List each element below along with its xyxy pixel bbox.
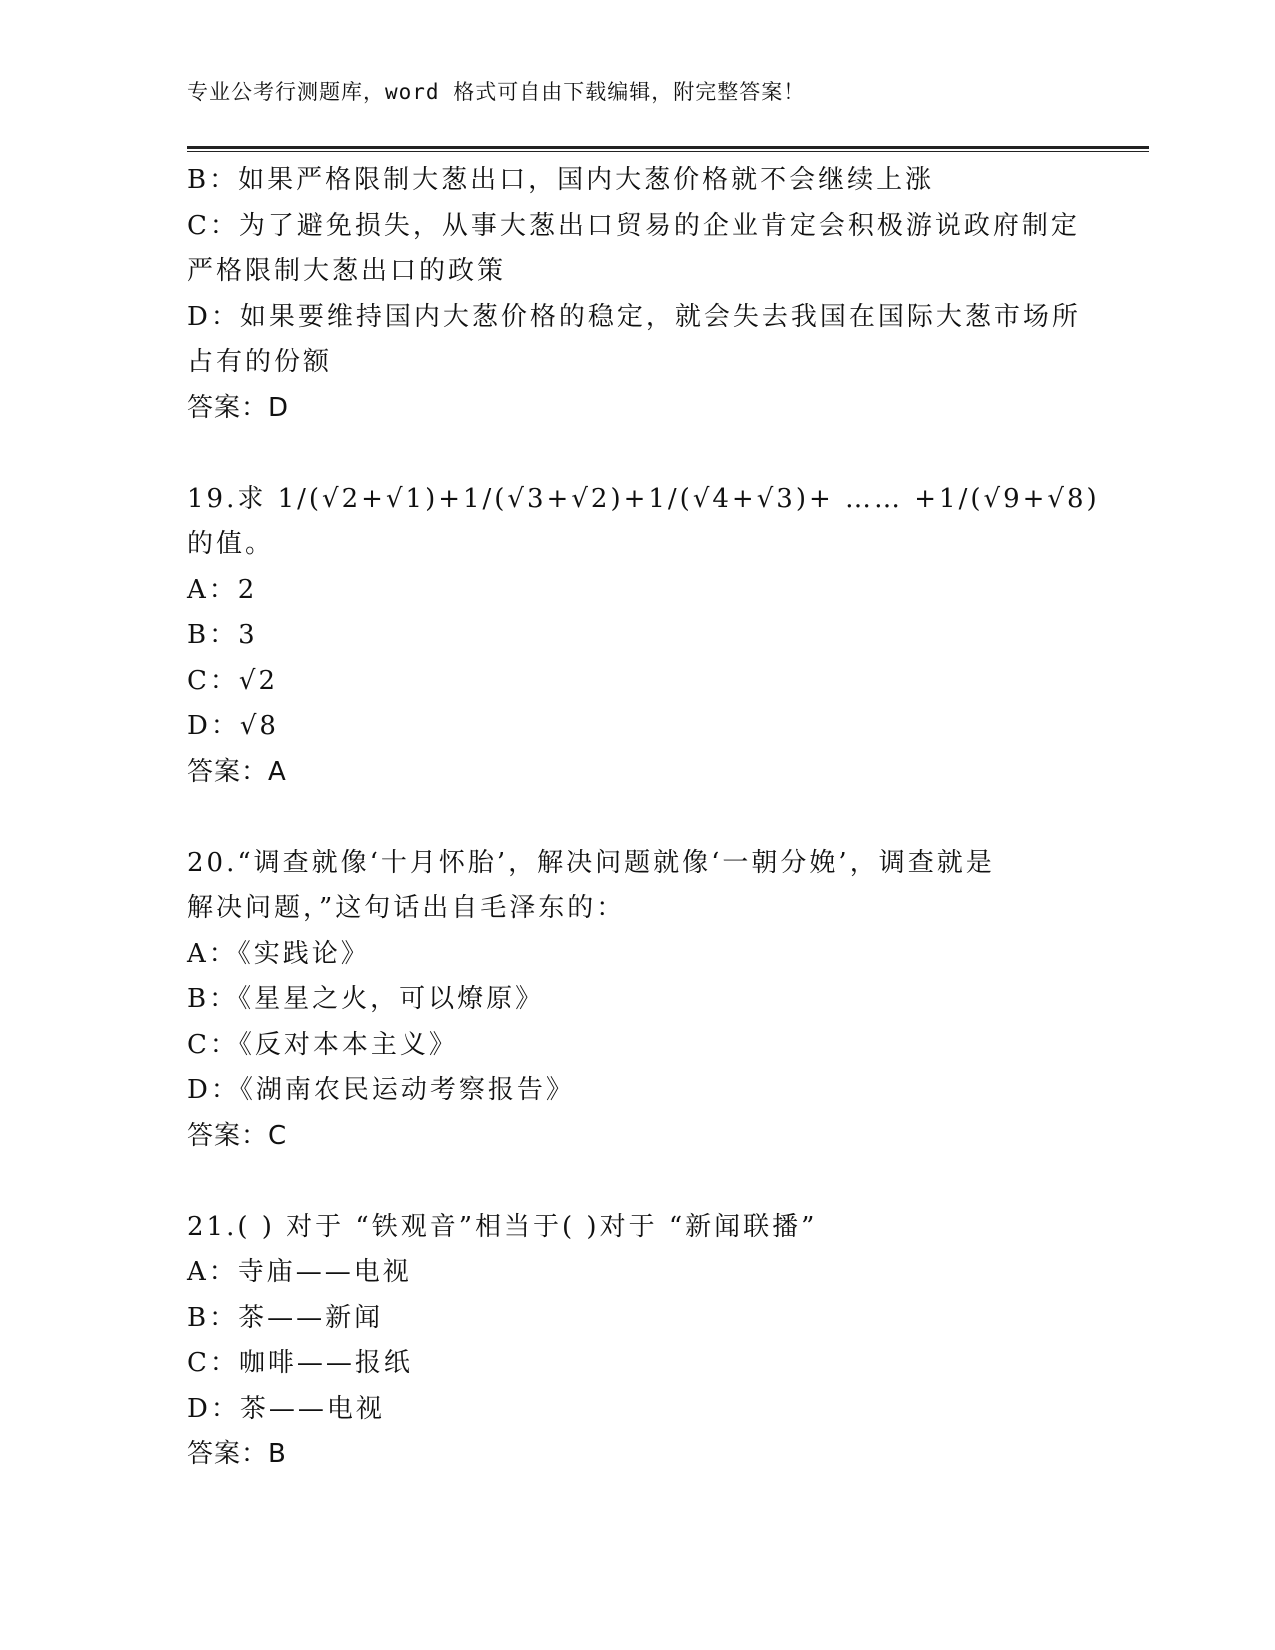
q20-answer: 答案：C [187, 1120, 288, 1151]
q21-option-d: D：茶——电视 [187, 1393, 385, 1424]
rule-thick [187, 146, 1149, 149]
q19-option-a: A：2 [187, 574, 258, 605]
q19-question-line2: 的值。 [187, 529, 275, 559]
page-header: 专业公考行测题库，word 格式可自由下载编辑，附完整答案！ [187, 80, 806, 104]
q20-option-a: A：《实践论》 [187, 938, 370, 969]
spacer [187, 431, 1087, 477]
q18-option-c-line1: C：为了避免损失，从事大葱出口贸易的企业肯定会积极游说政府制定 [187, 210, 1080, 241]
q19-question-line1: 19.求 1/(√2+√1)+1/(√3+√2)+1/(√4+√3)+ …… +1/(√9+√8) [187, 483, 1100, 514]
q19-option-c: C：√2 [187, 665, 279, 696]
q19-option-b: B：3 [187, 620, 258, 650]
q18-option-d-line2: 占有的份额 [187, 347, 333, 377]
q18-option-c-line2: 严格限制大葱出口的政策 [187, 256, 507, 286]
q21-question: 21.( ) 对于 “铁观音”相当于( )对于 “新闻联播” [187, 1211, 818, 1242]
q20-option-c: C：《反对本本主义》 [187, 1029, 458, 1060]
header-double-rule [187, 146, 1149, 153]
q18-answer: 答案：D [187, 392, 290, 423]
q21-option-c: C：咖啡——报纸 [187, 1348, 413, 1378]
q20-question-line1: 20.“调查就像‘十月怀胎’，解决问题就像‘一朝分娩’，调查就是 [187, 847, 995, 878]
spacer [187, 1159, 1087, 1205]
rule-thin [187, 151, 1149, 152]
spacer [187, 795, 1087, 841]
q20-option-d: D：《湖南农民运动考察报告》 [187, 1075, 575, 1105]
q20-option-b: B：《星星之火，可以燎原》 [187, 984, 545, 1014]
q21-option-a: A：寺庙——电视 [187, 1257, 412, 1287]
q18-option-b: B：如果严格限制大葱出口，国内大葱价格就不会继续上涨 [187, 165, 935, 195]
q19-answer: 答案：A [187, 756, 287, 787]
q19-option-d: D：√8 [187, 711, 279, 741]
q21-answer: 答案：B [187, 1439, 287, 1469]
q21-option-b: B：茶——新闻 [187, 1302, 384, 1333]
q20-question-line2: 解决问题，”这句话出自毛泽东的： [187, 893, 626, 923]
q18-option-d-line1: D：如果要维持国内大葱价格的稳定，就会失去我国在国际大葱市场所 [187, 301, 1081, 332]
question-content [187, 158, 1100, 1478]
